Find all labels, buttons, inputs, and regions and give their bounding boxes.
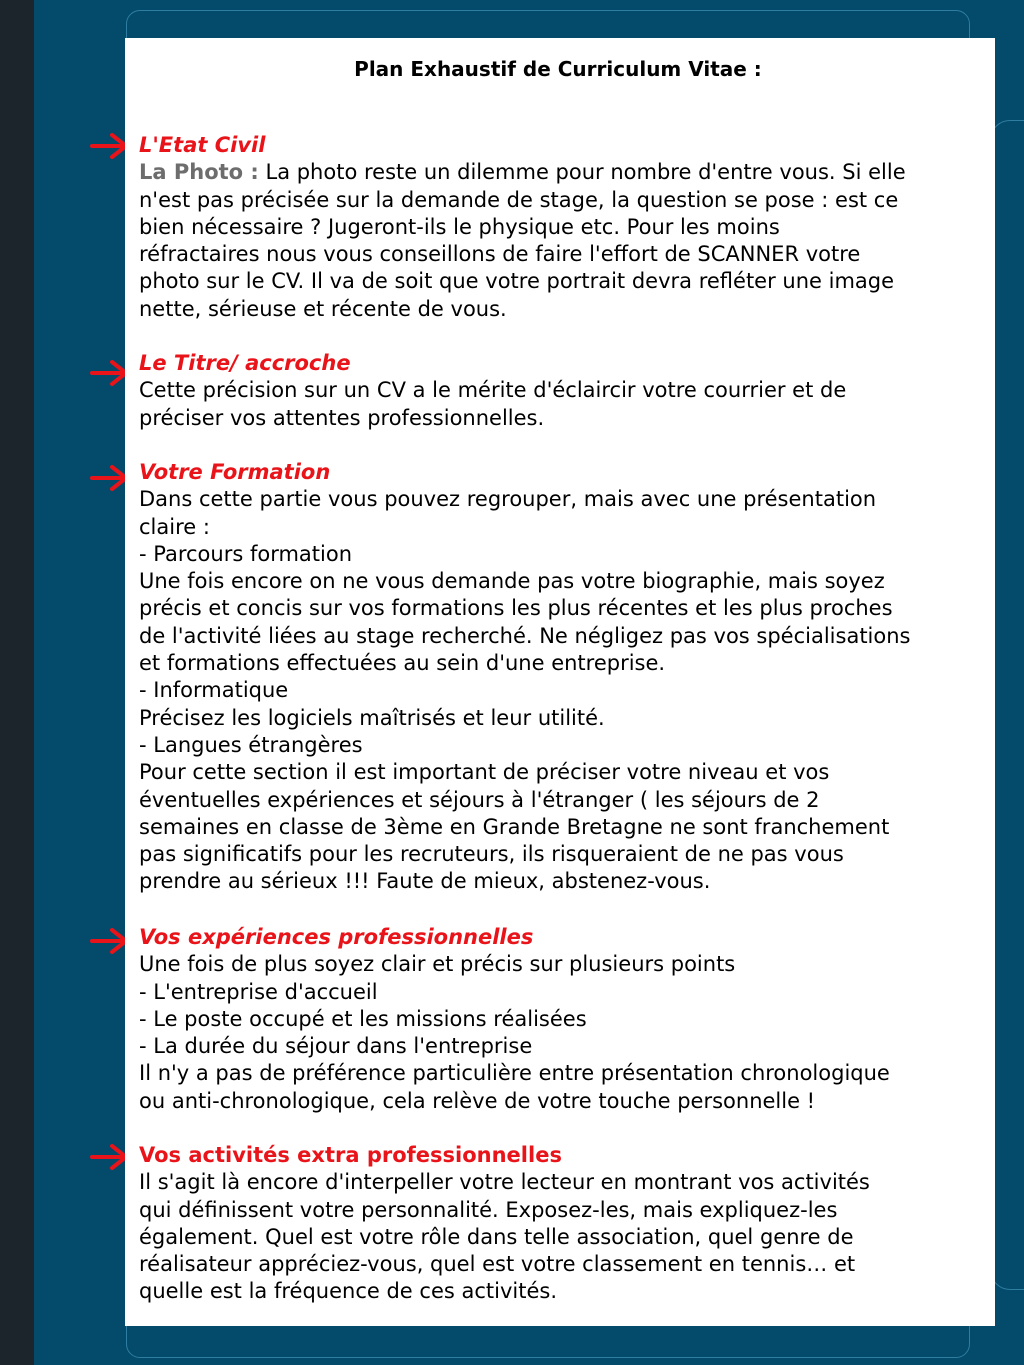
- text-line: nette, sérieuse et récente de vous.: [139, 296, 507, 321]
- text-line: préciser vos attentes professionnelles.: [139, 405, 545, 430]
- text-line: et formations effectuées au sein d'une entreprise.: [139, 651, 666, 676]
- text-line: précis et concis sur vos formations les plus récentes et les plus proches: [139, 596, 893, 621]
- section-titre-accroche: [139, 350, 981, 432]
- document-page: [125, 38, 995, 1326]
- text-line: de l'activité liées au stage recherché. Ne négligez pas vos spécialisations: [139, 623, 911, 648]
- text-line: Dans cette partie vous pouvez regrouper, mais avec une présentation: [139, 487, 877, 512]
- red-arrow-icon: [90, 131, 130, 161]
- text-line: Pour cette section il est important de préciser votre niveau et vos: [139, 760, 830, 785]
- document-title: Plan Exhaustif de Curriculum Vitae :: [354, 57, 762, 81]
- section-etat-civil: [139, 132, 981, 323]
- photo-label: La Photo :: [139, 160, 259, 185]
- text-line: Il n'y a pas de préférence particulière entre présentation chronologique: [139, 1061, 890, 1086]
- text-line: Une fois encore on ne vous demande pas votre biographie, mais soyez: [139, 569, 885, 594]
- text-line: également. Quel est votre rôle dans telle association, quel genre de: [139, 1224, 854, 1249]
- text-line: - Informatique: [139, 678, 289, 703]
- text-line: éventuelles expériences et séjours à l'étranger ( les séjours de 2: [139, 787, 820, 812]
- page-frame-curve: [990, 120, 1024, 1290]
- section-activites-extra: [139, 1142, 981, 1306]
- section-heading: L'Etat Civil: [139, 133, 266, 157]
- text-line: ou anti-chronologique, cela relève de votre touche personnelle !: [139, 1088, 816, 1113]
- text-line: - L'entreprise d'accueil: [139, 979, 378, 1004]
- text-line: claire :: [139, 514, 210, 539]
- text-line: - Le poste occupé et les missions réalisées: [139, 1006, 587, 1031]
- text-line: pas significatifs pour les recruteurs, ils risqueraient de ne pas vous: [139, 842, 844, 867]
- section-heading: Vos activités extra professionnelles: [139, 1143, 562, 1167]
- section-experiences: [139, 924, 981, 1115]
- left-dark-strip: [0, 0, 34, 1365]
- red-arrow-icon: [90, 926, 130, 956]
- text-line: Cette précision sur un CV a le mérite d'éclaircir votre courrier et de: [139, 378, 847, 403]
- text-line: réalisateur appréciez-vous, quel est votre classement en tennis… et: [139, 1252, 856, 1277]
- text-line: Précisez les logiciels maîtrisés et leur utilité.: [139, 705, 605, 730]
- text-line: - La durée du séjour dans l'entreprise: [139, 1034, 533, 1059]
- section-heading: Vos expériences professionnelles: [139, 925, 534, 949]
- section-heading: Votre Formation: [139, 460, 331, 484]
- text-line: Une fois de plus soyez clair et précis sur plusieurs points: [139, 952, 736, 977]
- text-line: qui définissent votre personnalité. Exposez-les, mais expliquez-les: [139, 1197, 838, 1222]
- red-arrow-icon: [90, 1142, 130, 1172]
- section-heading: Le Titre/ accroche: [139, 351, 351, 375]
- text-line: quelle est la fréquence de ces activités.: [139, 1279, 557, 1304]
- text-line: réfractaires nous vous conseillons de faire l'effort de SCANNER votre: [139, 242, 861, 267]
- text-line: La Photo : La photo reste un dilemme pour nombre d'entre vous. Si elle: [139, 160, 906, 185]
- text-line: bien nécessaire ? Jugeront-ils le physique etc. Pour les moins: [139, 214, 780, 239]
- text-line: semaines en classe de 3ème en Grande Bretagne ne sont franchement: [139, 814, 890, 839]
- text-line: n'est pas précisée sur la demande de stage, la question se pose : est ce: [139, 187, 899, 212]
- text-line: photo sur le CV. Il va de soit que votre portrait devra refléter une image: [139, 269, 895, 294]
- text-line: prendre au sérieux !!! Faute de mieux, abstenez-vous.: [139, 869, 711, 894]
- text-line: Il s'agit là encore d'interpeller votre lecteur en montrant vos activités: [139, 1170, 870, 1195]
- text-line: - Langues étrangères: [139, 732, 363, 757]
- red-arrow-icon: [90, 463, 130, 493]
- section-formation: [139, 459, 981, 896]
- red-arrow-icon: [90, 358, 130, 388]
- text-line: - Parcours formation: [139, 541, 353, 566]
